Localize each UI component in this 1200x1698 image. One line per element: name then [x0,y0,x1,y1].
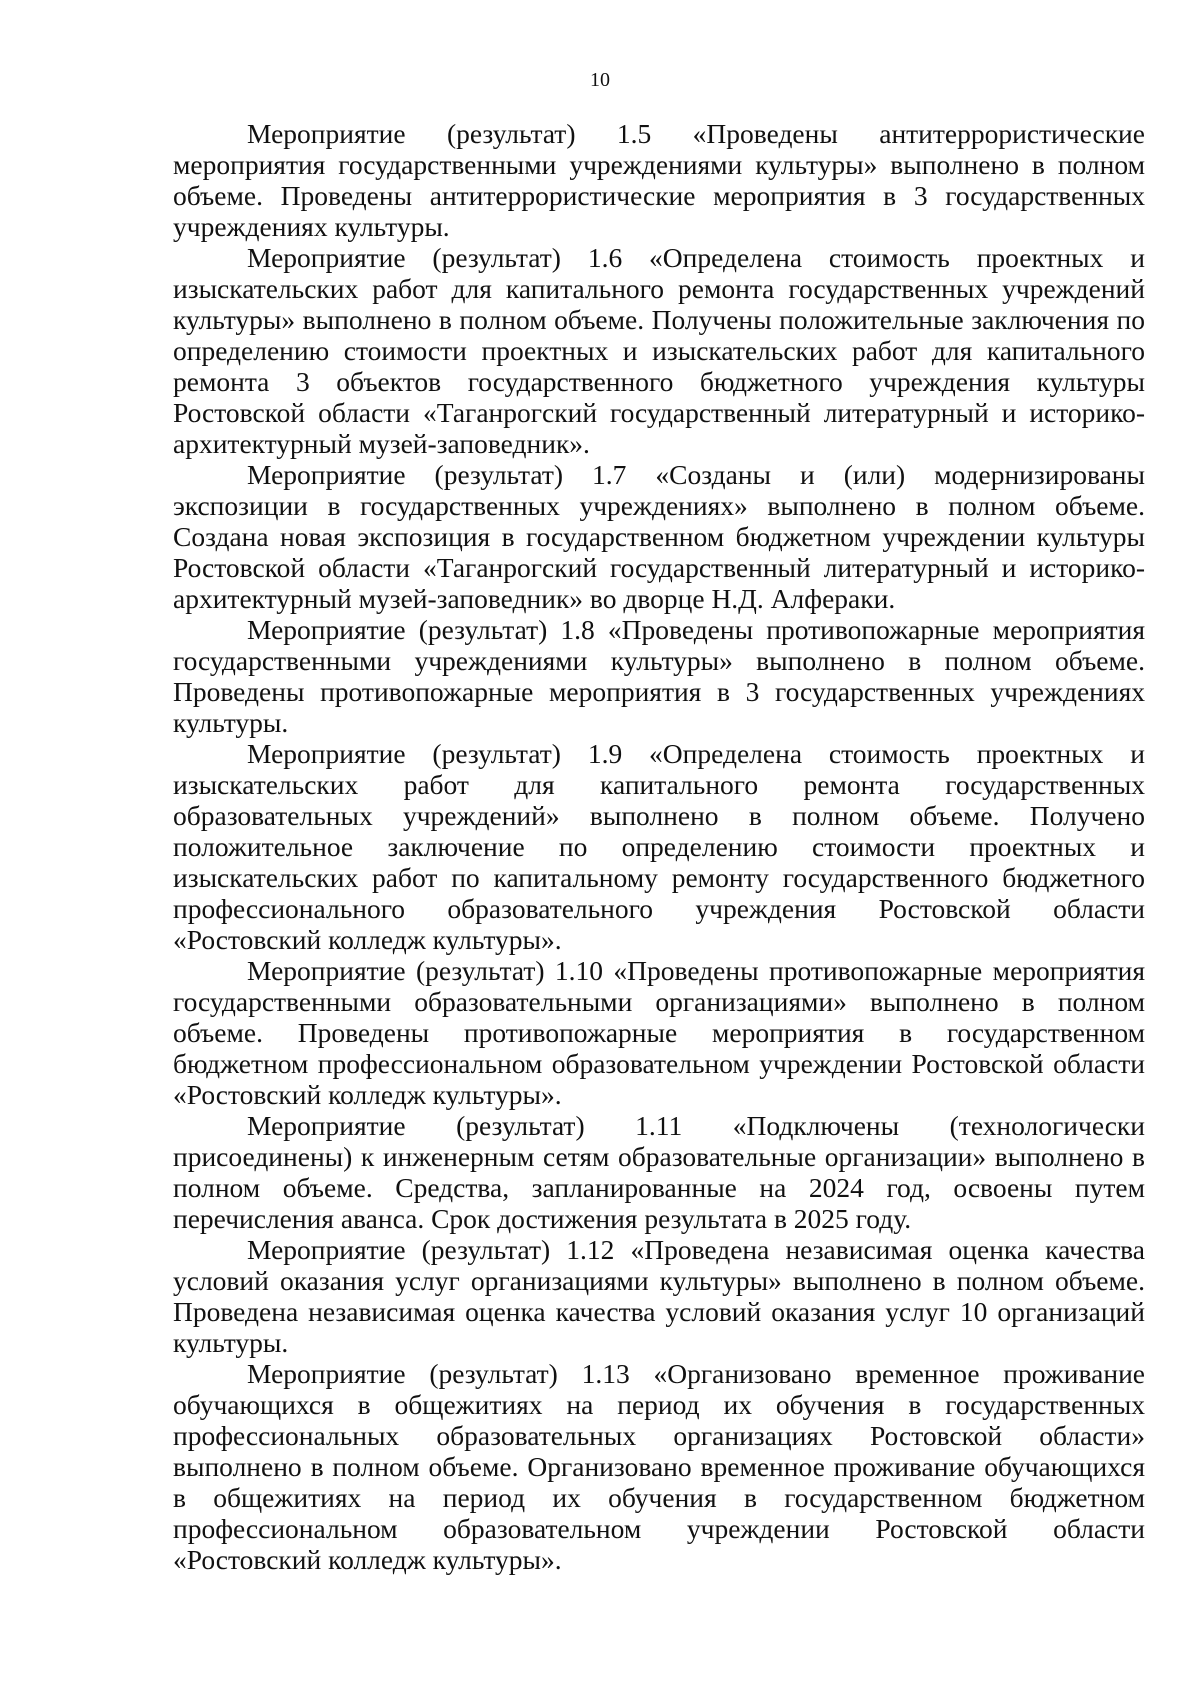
paragraph-event-1-10: Мероприятие (результат) 1.10 «Проведены противопожарные мероприятия государственными образовательными организациями» выполнено в полном объеме. Проведены противопожарные мероприятия в государственном бюджетном профессиональном образовательном учреждении Ростовской области «Ростовский колледж культуры». [173,955,1145,1110]
paragraph-event-1-13: Мероприятие (результат) 1.13 «Организовано временное проживание обучающихся в общежитиях на период их обучения в государственных профессиональных образовательных организациях Ростовской области» выполнено в полном объеме. Организовано временное проживание обучающихся в общежитиях на период их обучения в государственном бюджетном профессиональном образовательном учреждении Ростовской области «Ростовский колледж культуры». [173,1358,1145,1575]
paragraph-event-1-12: Мероприятие (результат) 1.12 «Проведена независимая оценка качества условий оказания услуг организациями культуры» выполнено в полном объеме. Проведена независимая оценка качества условий оказания услуг 10 организаций культуры. [173,1234,1145,1358]
paragraph-event-1-6: Мероприятие (результат) 1.6 «Определена стоимость проектных и изыскательских работ для капитального ремонта государственных учреждений культуры» выполнено в полном объеме. Получены положительные заключения по определению стоимости проектных и изыскательских работ для капитального ремонта 3 объектов государственного бюджетного учреждения культуры Ростовской области «Таганрогский государственный литературный и историко-архитектурный музей-заповедник». [173,242,1145,459]
document-body [173,118,1145,1575]
paragraph-event-1-11: Мероприятие (результат) 1.11 «Подключены (технологически присоединены) к инженерным сетям образовательные организации» выполнено в полном объеме. Средства, запланированные на 2024 год, освоены путем перечисления аванса. Срок достижения результата в 2025 году. [173,1110,1145,1234]
paragraph-event-1-7: Мероприятие (результат) 1.7 «Созданы и (или) модернизированы экспозиции в государственных учреждениях» выполнено в полном объеме. Создана новая экспозиция в государственном бюджетном учреждении культуры Ростовской области «Таганрогский государственный литературный и историко-архитектурный музей-заповедник» во дворце Н.Д. Алфераки. [173,459,1145,614]
paragraph-event-1-8: Мероприятие (результат) 1.8 «Проведены противопожарные мероприятия государственными учреждениями культуры» выполнено в полном объеме. Проведены противопожарные мероприятия в 3 государственных учреждениях культуры. [173,614,1145,738]
paragraph-event-1-5: Мероприятие (результат) 1.5 «Проведены антитеррористические мероприятия государственными учреждениями культуры» выполнено в полном объеме. Проведены антитеррористические мероприятия в 3 государственных учреждениях культуры. [173,118,1145,242]
paragraph-event-1-9: Мероприятие (результат) 1.9 «Определена стоимость проектных и изыскательских работ для капитального ремонта государственных образовательных учреждений» выполнено в полном объеме. Получено положительное заключение по определению стоимости проектных и изыскательских работ по капитальному ремонту государственного бюджетного профессионального образовательного учреждения Ростовской области «Ростовский колледж культуры». [173,738,1145,955]
page-number: 10 [590,69,610,91]
